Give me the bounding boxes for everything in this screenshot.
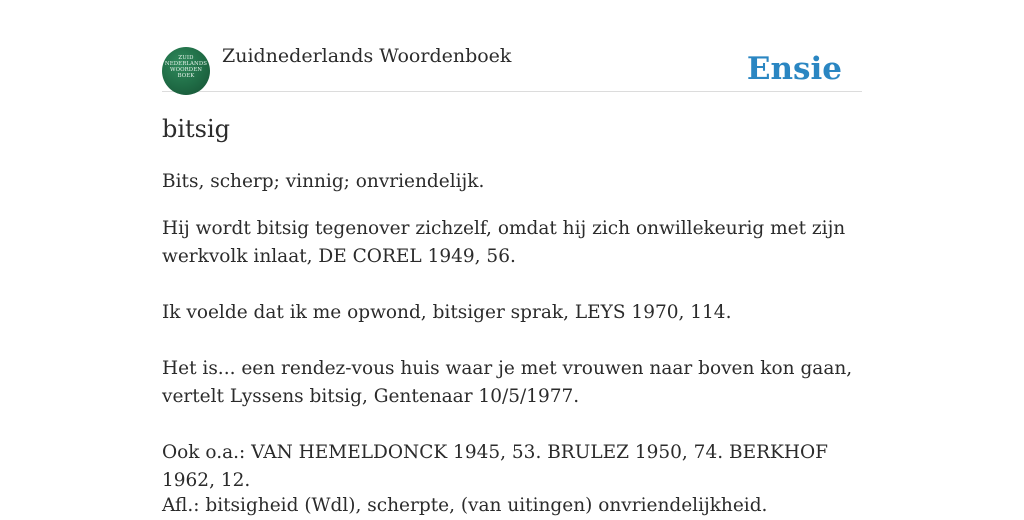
example-quote: Hij wordt bitsig tegenover zichzelf, omdat hij zich onwillekeurig met zijn werkvolk inlaat, DE COREL 1949, 56.: [162, 218, 846, 267]
example-quote: Ik voelde dat ik me opwond, bitsiger sprak, LEYS 1970, 114.: [162, 302, 732, 323]
derivation: Afl.: bitsigheid (Wdl), scherpte, (van uitingen) onvriendelijkheid.: [162, 495, 768, 516]
logo-line: ZUID: [178, 55, 194, 61]
header: [162, 0, 862, 92]
dictionary-logo[interactable]: [162, 47, 210, 95]
logo-line: WOORDEN: [169, 67, 203, 73]
ensie-brand-link[interactable]: Ensie: [746, 51, 842, 87]
example-quote: Ook o.a.: VAN HEMELDONCK 1945, 53. BRULEZ 1950, 74. BERKHOF 1962, 12.: [162, 442, 828, 491]
dictionary-name-link[interactable]: Zuidnederlands Woordenboek: [222, 45, 512, 67]
logo-line: BOEK: [177, 73, 195, 79]
example-quote: Het is... een rendez-vous huis waar je met vrouwen naar boven kon gaan, vertelt Lyssens bitsig, Gentenaar 10/5/1977.: [162, 358, 853, 407]
headword: bitsig: [162, 115, 231, 143]
logo-line: NEDERLANDS: [164, 61, 208, 67]
page: [162, 0, 862, 516]
definition: Bits, scherp; vinnig; onvriendelijk.: [162, 171, 485, 192]
